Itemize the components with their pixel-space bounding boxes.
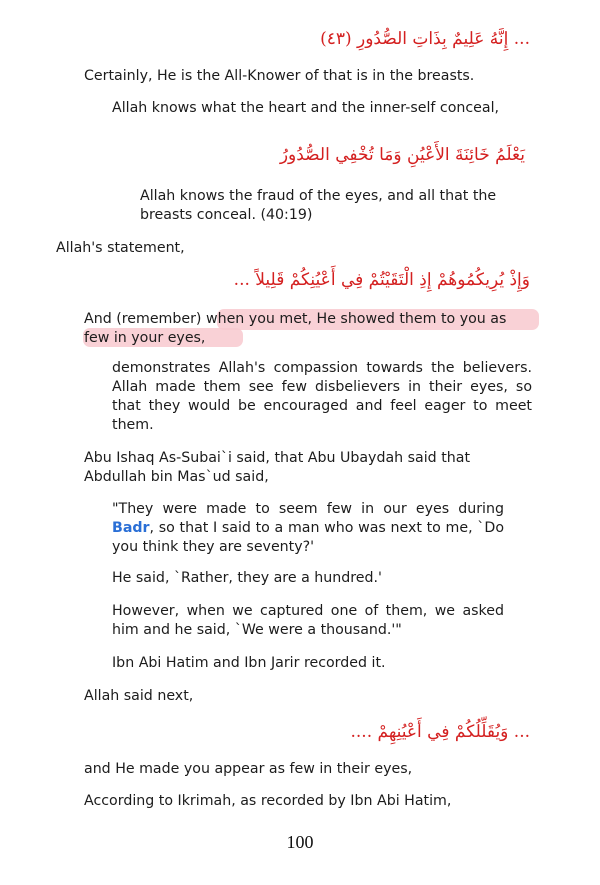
arabic-verse-1: ... إِنَّهُ عَلِيمٌ بِذَاتِ الصُّدُورِ (٤٣) <box>320 29 530 49</box>
paragraph-8 <box>112 500 504 557</box>
paragraph-6: demonstrates Allah's compassion towards the believers. Allah made them see few disbelievers in their eyes, so that they would be encouraged and feel eager to meet them. <box>112 360 532 433</box>
paragraph-1: Certainly, He is the All-Knower of that is in the breasts. <box>84 68 475 84</box>
paragraph-14: According to Ikrimah, as recorded by Ibn Abi Hatim, <box>84 793 452 809</box>
arabic-verse-3: وَإِذْ يُرِيكُمُوهُمْ إِذِ الْتَقَيْتُمْ فِي أَعْيُنِكُمْ قَلِيلاً ... <box>233 270 530 290</box>
arabic-verse-2: يَعْلَمُ خَائِنَةَ الأَعْيُنِ وَمَا تُخْفِي الصُّدُورُ <box>279 145 525 165</box>
paragraph-7: Abu Ishaq As-Subai`i said, that Abu Ubaydah said that Abdullah bin Mas`ud said, <box>84 450 471 485</box>
paragraph-8-start: "They were made to seem few in our eyes during <box>112 501 504 517</box>
paragraph-5 <box>84 310 534 348</box>
paragraph-12: Allah said next, <box>84 688 194 704</box>
paragraph-11: Ibn Abi Hatim and Ibn Jarir recorded it. <box>112 655 386 671</box>
page-number: 100 <box>286 832 314 852</box>
paragraph-10: However, when we captured one of them, we asked him and he said, `We were a thousand.'" <box>112 603 504 638</box>
paragraph-3: Allah knows the fraud of the eyes, and all that the breasts conceal. (40:19) <box>140 188 497 223</box>
paragraph-5-start: And (remember) <box>84 311 206 327</box>
paragraph-4: Allah's statement, <box>56 240 185 256</box>
paragraph-8-end: , so that I said to a man who was next to me, `Do you think they are seventy?' <box>112 520 504 555</box>
highlighted-text: when you met, He showed them to you as few in your eyes, <box>84 311 507 346</box>
arabic-verse-4: ... وَيُقَلِّلُكُمْ فِي أَعْيُنِهِمْ .... <box>350 722 530 742</box>
badr-link[interactable]: Badr <box>112 520 150 536</box>
paragraph-13: and He made you appear as few in their eyes, <box>84 761 413 777</box>
paragraph-2: Allah knows what the heart and the inner-self conceal, <box>112 100 500 116</box>
paragraph-9: He said, `Rather, they are a hundred.' <box>112 570 382 586</box>
